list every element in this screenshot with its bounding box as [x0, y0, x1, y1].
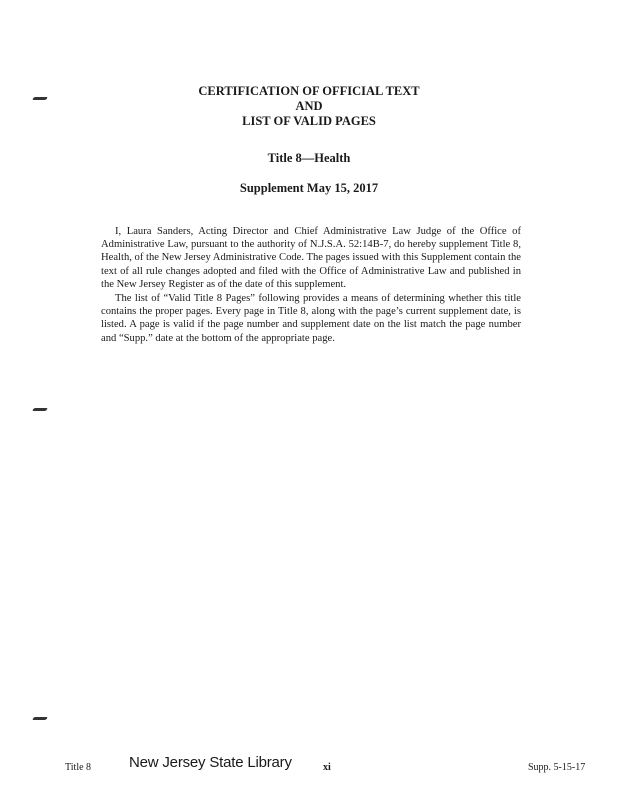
certification-paragraph: I, Laura Sanders, Acting Director and Chief Administrative Law Judge of the Office of Administrative Law, pursuant to the authority of N.J.S.A. 52:14B-7, do hereby supplement Title 8, Health, of the New Jersey Administrative Code. The pages issued with this Supplement contain the text of all rule changes adopted and filed with the Office of Administrative Law and published in the New Jersey Register as of the date of this supplement. — [101, 226, 521, 290]
heading-and: AND — [295, 99, 323, 113]
title-heading: Title 8—Health — [267, 151, 351, 165]
binder-hole-mark — [32, 717, 48, 720]
page-number: xi — [323, 762, 331, 773]
certification-heading: CERTIFICATION OF OFFICIAL TEXT — [198, 84, 420, 98]
valid-pages-heading: LIST OF VALID PAGES — [242, 114, 376, 128]
valid-pages-paragraph: The list of “Valid Title 8 Pages” following provides a means of determining whether this title contains the proper pages. Every page in Title 8, along with the page’s current supplement date, is listed. A page is valid if the page number and supplement date on the list match the page number and “Supp.” date at the bottom of the appropriate page. — [101, 293, 521, 344]
footer-title: Title 8 — [65, 762, 92, 773]
binder-hole-mark — [32, 408, 48, 411]
supplement-heading: Supplement May 15, 2017 — [239, 181, 379, 195]
footer-supp-date: Supp. 5-15-17 — [528, 762, 586, 773]
library-stamp: New Jersey State Library — [129, 754, 292, 771]
